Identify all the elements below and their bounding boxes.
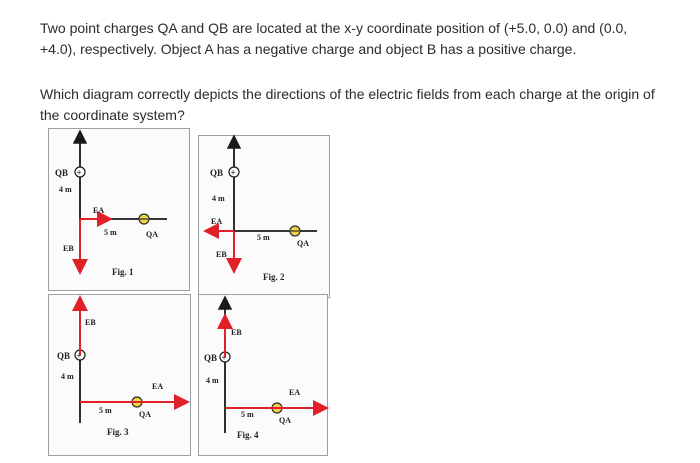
figure-caption: Fig. 1: [112, 267, 134, 277]
qb-label: QB: [204, 353, 218, 363]
y-distance-label: 4 m: [206, 376, 219, 385]
y-distance-label: 4 m: [61, 372, 74, 381]
y-distance-label: 4 m: [59, 185, 72, 194]
question-paragraph-2: Which diagram correctly depicts the directions of the electric fields from each charge at the origin of the coordinate system?: [40, 86, 655, 123]
svg-text:+: +: [230, 167, 236, 178]
qb-label: QB: [55, 168, 69, 178]
qa-label: QA: [279, 416, 291, 425]
figure-3-diagram: [49, 295, 190, 455]
qa-label: QA: [146, 230, 158, 239]
ea-label: EA: [93, 206, 105, 215]
svg-text:+: +: [221, 352, 227, 363]
figure-3[interactable]: [48, 294, 191, 456]
question-paragraph-1: Two point charges QA and QB are located at the x-y coordinate position of (+5.0, 0.0) and (0.0, +4.0), respectively. Object A has a negative charge and object B has a positive charge.: [40, 20, 628, 57]
figure-caption: Fig. 3: [107, 427, 129, 437]
eb-label: EB: [85, 318, 96, 327]
qa-label: QA: [297, 239, 309, 248]
x-distance-label: 5 m: [99, 406, 112, 415]
figure-1[interactable]: [48, 128, 190, 291]
ea-label: EA: [289, 388, 301, 397]
figure-4[interactable]: [198, 294, 328, 456]
figure-1-diagram: [49, 129, 189, 290]
svg-text:+: +: [76, 350, 82, 361]
eb-label: EB: [216, 250, 227, 259]
qb-label: QB: [57, 351, 71, 361]
y-distance-label: 4 m: [212, 194, 225, 203]
eb-label: EB: [231, 328, 242, 337]
qa-label: QA: [139, 410, 151, 419]
ea-label: EA: [211, 217, 223, 226]
figure-caption: Fig. 2: [263, 272, 285, 282]
eb-label: EB: [63, 244, 74, 253]
figure-2-diagram: [199, 136, 329, 297]
svg-text:+: +: [76, 167, 82, 178]
figure-2[interactable]: [198, 135, 330, 298]
x-distance-label: 5 m: [241, 410, 254, 419]
figure-caption: Fig. 4: [237, 430, 259, 440]
x-distance-label: 5 m: [104, 228, 117, 237]
x-distance-label: 5 m: [257, 233, 270, 242]
figure-4-diagram: [199, 295, 327, 455]
qb-label: QB: [210, 168, 224, 178]
ea-label: EA: [152, 382, 164, 391]
